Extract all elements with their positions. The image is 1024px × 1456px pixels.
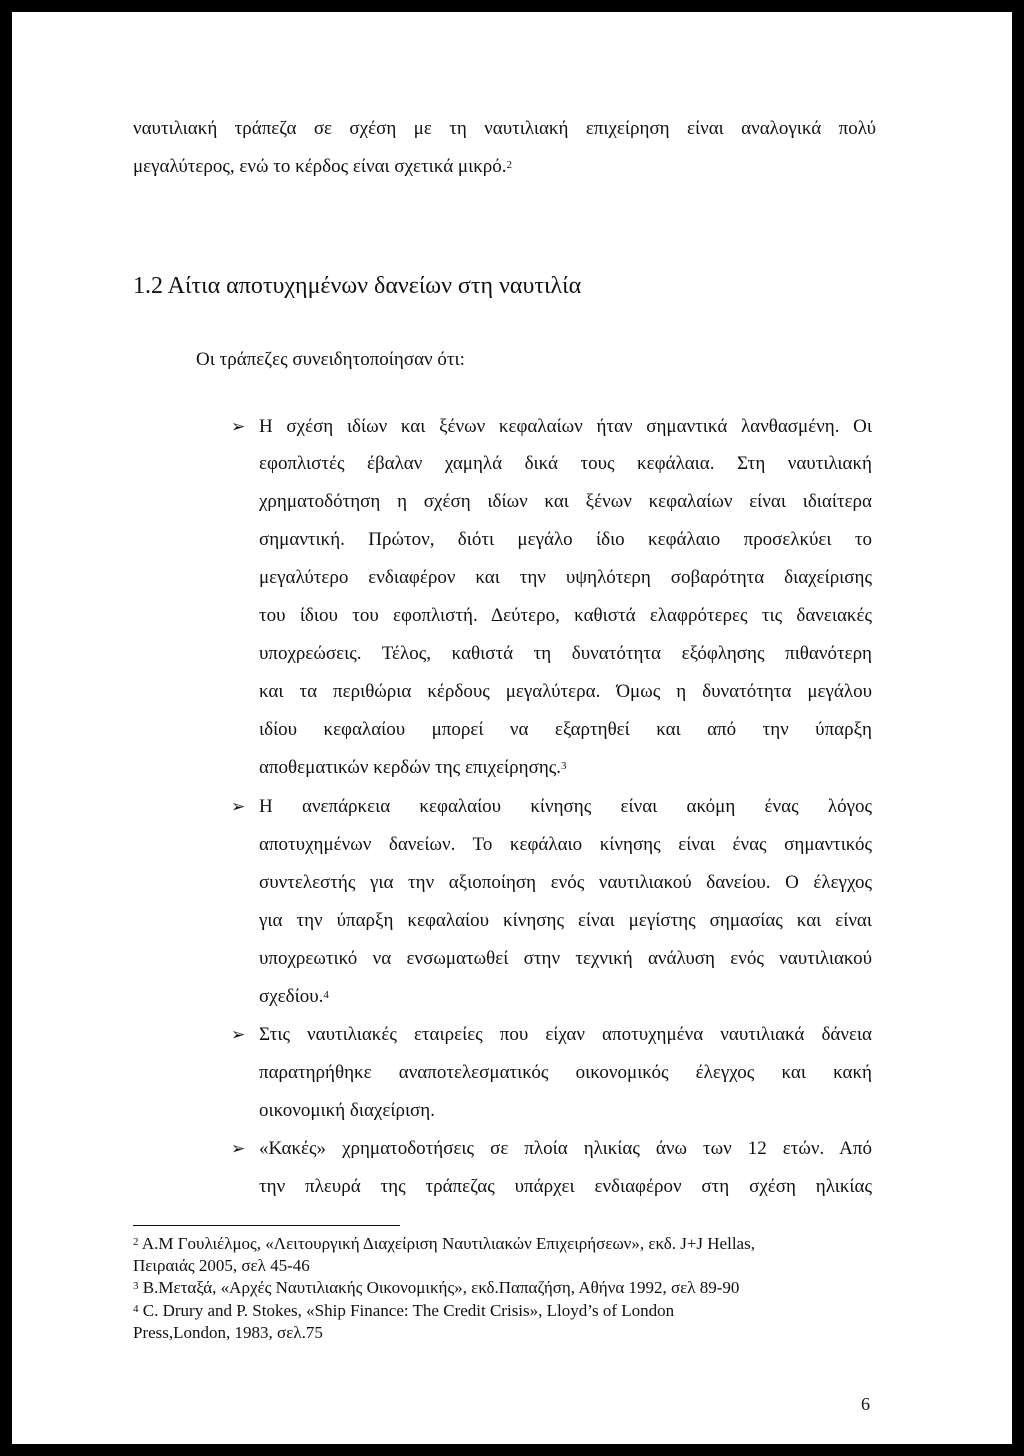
bullet2-line-2: αποτυχημένων δανείων. Το κεφάλαιο κίνησης είναι ένας σημαντικός <box>259 834 872 855</box>
footnote-3-line-1: Β.Μεταξά, «Αρχές Ναυτιλιακής Οικονομικής», εκδ.Παπαζήση, Αθήνα 1992, σελ 89-90 <box>142 1278 740 1297</box>
footnote-2 <box>133 1233 755 1255</box>
footnote-4 <box>133 1300 674 1322</box>
bullet1-line-4: σημαντική. Πρώτον, διότι μεγάλο ίδιο κεφάλαιο προσελκύει το <box>259 529 872 550</box>
intro-line-2 <box>133 155 512 179</box>
bullet-arrow-icon: ➢ <box>231 1139 246 1159</box>
section-heading: 1.2 Αίτια αποτυχημένων δανείων στη ναυτιλία <box>133 273 582 299</box>
bullet2-line-3: συντελεστής για την αξιοποίηση ενός ναυτιλιακού δανείου. Ο έλεγχος <box>259 872 872 893</box>
bullet1-line-7: υποχρεώσεις. Τέλος, καθιστά τη δυνατότητα εξόφλησης πιθανότερη <box>259 643 872 664</box>
bullet1-line-8: και τα περιθώρια κέρδους μεγαλύτερα. Όμως η δυνατότητα μεγάλου <box>259 681 872 702</box>
footnote-4-line-2: Press,London, 1983, σελ.75 <box>133 1323 323 1342</box>
document-page <box>12 12 1012 1444</box>
footnote-ref-4: 4 <box>323 989 329 1001</box>
bullet2-line-6-text: σχεδίου. <box>259 986 324 1007</box>
bullet1-line-9: ιδίου κεφαλαίου μπορεί να εξαρτηθεί και από την ύπαρξη <box>259 719 872 740</box>
bullet1-line-10-text: αποθεματικών κερδών της επιχείρησης. <box>259 757 562 778</box>
bullet-arrow-icon: ➢ <box>231 797 246 817</box>
footnote-3 <box>133 1277 739 1299</box>
bullet-arrow-icon: ➢ <box>231 417 246 437</box>
bullet3-line-1: Στις ναυτιλιακές εταιρείες που είχαν αποτυχημένα ναυτιλιακά δάνεια <box>259 1024 872 1045</box>
footnote-3-number: 3 <box>133 1280 139 1292</box>
bullet2-line-4: για την ύπαρξη κεφαλαίου κίνησης είναι μεγίστης σημασίας και είναι <box>259 910 872 931</box>
bullet4-line-2: την πλευρά της τράπεζας υπάρχει ενδιαφέρον στη σχέση ηλικίας <box>259 1176 872 1197</box>
bullet1-line-10 <box>259 756 567 780</box>
page-number: 6 <box>861 1394 870 1414</box>
footnote-2-number: 2 <box>133 1236 139 1248</box>
section-lead: Οι τράπεζες συνειδητοποίησαν ότι: <box>196 349 465 370</box>
bullet1-line-1: Η σχέση ιδίων και ξένων κεφαλαίων ήταν σημαντικά λανθασμένη. Οι <box>259 416 872 437</box>
bullet4-line-1: «Κακές» χρηματοδοτήσεις σε πλοία ηλικίας άνω των 12 ετών. Από <box>259 1138 872 1159</box>
footnote-2-line-2: Πειραιάς 2005, σελ 45-46 <box>133 1256 310 1275</box>
footnote-ref-2: 2 <box>506 159 512 171</box>
bullet1-line-2: εφοπλιστές έβαλαν χαμηλά δικά τους κεφάλαια. Στη ναυτιλιακή <box>259 453 872 474</box>
bullet3-line-3: οικονομική διαχείριση. <box>259 1100 435 1121</box>
bullet2-line-6 <box>259 985 329 1009</box>
footnote-ref-3: 3 <box>561 760 567 772</box>
footnote-4-line-1: C. Drury and P. Stokes, «Ship Finance: The Credit Crisis», Lloyd’s of London <box>142 1301 675 1320</box>
footnote-separator <box>133 1225 400 1226</box>
footnote-4-number: 4 <box>133 1303 139 1315</box>
bullet1-line-6: του ίδιου του εφοπλιστή. Δεύτερο, καθιστά ελαφρότερες τις δανειακές <box>259 605 872 626</box>
intro-line-2-text: μεγαλύτερος, ενώ το κέρδος είναι σχετικά μικρό. <box>133 156 507 177</box>
intro-line-1: ναυτιλιακή τράπεζα σε σχέση με τη ναυτιλιακή επιχείρηση είναι αναλογικά πολύ <box>133 118 876 139</box>
bullet2-line-5: υποχρεωτικό να ενσωματωθεί στην τεχνική ανάλυση ενός ναυτιλιακού <box>259 948 872 969</box>
bullet3-line-2: παρατηρήθηκε αναποτελεσματικός οικονομικός έλεγχος και κακή <box>259 1062 872 1083</box>
bullet1-line-5: μεγαλύτερο ενδιαφέρον και την υψηλότερη σοβαρότητα διαχείρισης <box>259 567 872 588</box>
footnote-2-line-1: Α.Μ Γουλιέλμος, «Λειτουργική Διαχείριση Ναυτιλιακών Επιχειρήσεων», εκδ. J+J Hellas, <box>141 1234 755 1253</box>
bullet1-line-3: χρηματοδότηση η σχέση ιδίων και ξένων κεφαλαίων είναι ιδιαίτερα <box>259 491 872 512</box>
bullet-arrow-icon: ➢ <box>231 1025 246 1045</box>
bullet2-line-1: Η ανεπάρκεια κεφαλαίου κίνησης είναι ακόμη ένας λόγος <box>259 796 872 817</box>
